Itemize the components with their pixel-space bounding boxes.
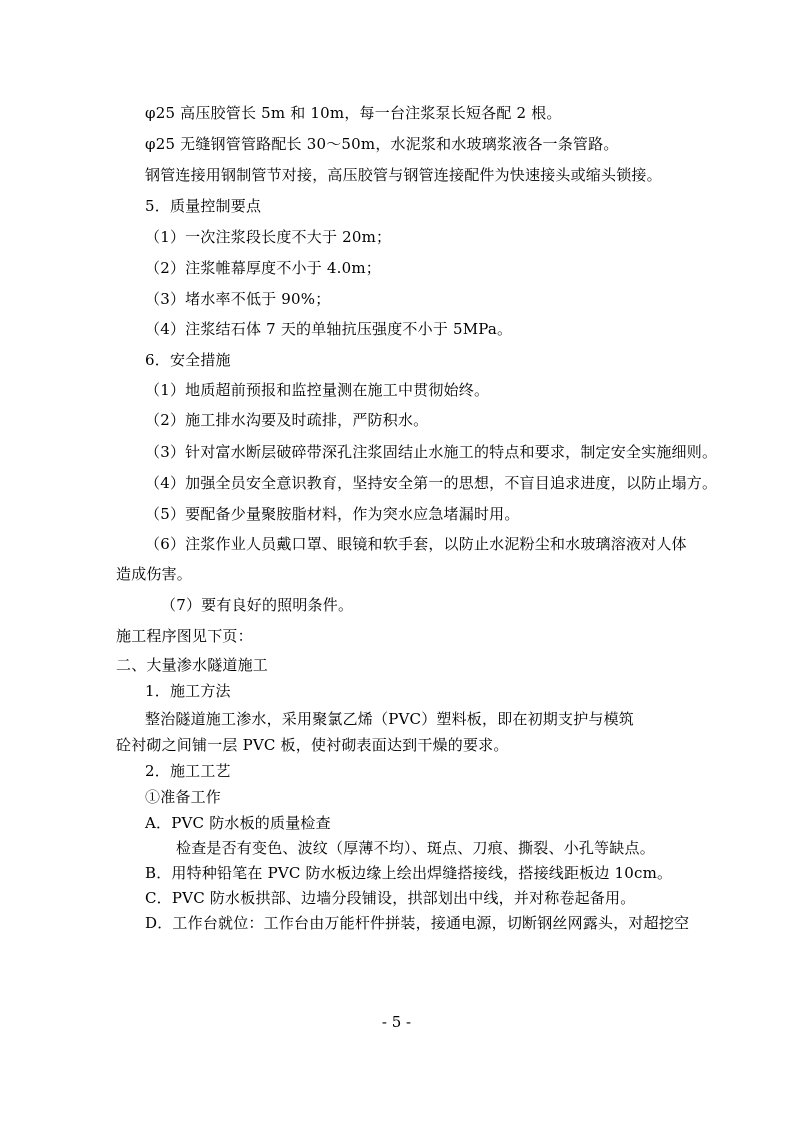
section-heading-quality: 5．质量控制要点 [145, 197, 262, 215]
text-line-28: C．PVC 防水板拱部、边墙分段铺设，拱部划出中线，并对称卷起备用。 [145, 889, 636, 907]
subheading-method: 1．施工方法 [145, 682, 231, 700]
text-line-13: （4）加强全员安全意识教育，坚持安全第一的思想，不盲目追求进度，以防止塌方。 [145, 474, 718, 492]
text-line-8: （4）注浆结石体 7 天的单轴抗压强度不小于 5MPa。 [145, 320, 513, 338]
text-line-12: （3）针对富水断层破碎带深孔注浆固结止水施工的特点和要求，制定安全实施细则。 [145, 443, 718, 461]
text-line-5: （1）一次注浆段长度不大于 20m； [145, 228, 392, 246]
text-line-15: （6）注浆作业人员戴口罩、眼镜和软手套，以防止水泥粉尘和水玻璃溶液对人体 [145, 535, 687, 553]
text-line-10: （1）地质超前预报和监控量测在施工中贯彻始终。 [145, 381, 490, 399]
subheading-process: 2．施工工艺 [145, 762, 231, 780]
text-line-17: （7）要有良好的照明条件。 [161, 596, 354, 614]
page-number: - 5 - [381, 1013, 412, 1031]
text-line-2: φ25 无缝钢管管路配长 30～50m，水泥浆和水玻璃浆液各一条管路。 [145, 135, 619, 153]
text-line-22: 砼衬砌之间铺一层 PVC 板，使衬砌表面达到干燥的要求。 [116, 736, 509, 754]
text-line-3: 钢管连接用钢制管节对接，高压胶管与钢管连接配件为快速接头或缩头锁接。 [145, 166, 662, 184]
text-line-27: B．用特种铅笔在 PVC 防水板边缘上绘出焊缝搭接线，搭接线距板边 10cm。 [145, 864, 673, 882]
text-line-11: （2）施工排水沟要及时疏排，严防积水。 [145, 411, 429, 429]
text-line-18: 施工程序图见下页： [116, 627, 253, 645]
text-line-6: （2）注浆帷幕厚度不小于 4.0m； [145, 259, 381, 277]
text-line-24: ①准备工作 [145, 788, 222, 806]
text-line-16: 造成伤害。 [116, 565, 193, 583]
text-line-25: A．PVC 防水板的质量检查 [145, 814, 331, 832]
text-line-26: 检查是否有变色、波纹（厚薄不均）、斑点、刀痕、撕裂、小孔等缺点。 [176, 839, 655, 857]
text-line-14: （5）要配备少量聚胺脂材料，作为突水应急堵漏时用。 [145, 505, 520, 523]
section-heading-safety: 6．安全措施 [145, 351, 231, 369]
text-line-21: 整治隧道施工渗水，采用聚氯乙烯（PVC）塑料板，即在初期支护与模筑 [145, 710, 635, 728]
text-line-29: D．工作台就位：工作台由万能杆件拼装，接通电源，切断钢丝网露头，对超挖空 [145, 914, 690, 932]
section-heading-tunnel: 二、大量渗水隧道施工 [116, 656, 269, 674]
text-line-1: φ25 高压胶管长 5m 和 10m，每一台注浆泵长短各配 2 根。 [145, 104, 562, 122]
text-line-7: （3）堵水率不低于 90%； [145, 290, 331, 308]
